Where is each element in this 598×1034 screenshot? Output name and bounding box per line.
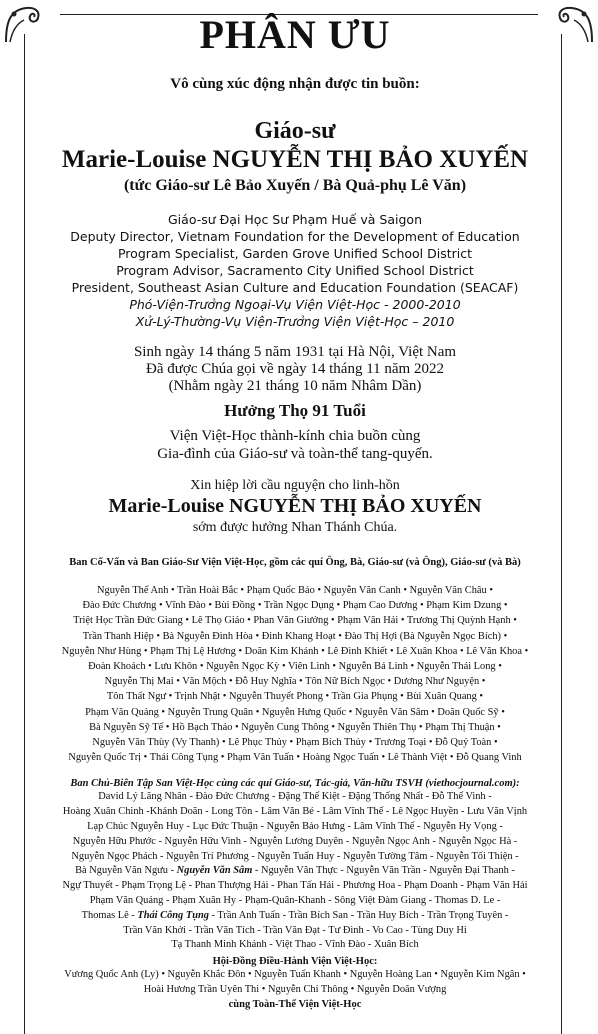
obituary-notice [30,0,560,1012]
list-item: Nguyễn Thị Mai • Văn Mộch • Đỗ Huy Nghĩa • Tôn Nữ Bích Ngọc • Dương Như Nguyện • [104,676,486,688]
editors-heading: Ban Chủ-Biên Tập San Việt-Học cùng các quí Giáo-sư, Tác-giả, Văn-hữu TSVH (viethocjournal.com): [70,778,520,790]
life-dates [30,344,560,395]
condolence-line: Viện Việt-Học thành-kính chia buồn cùng [169,428,421,444]
list-item: Nguyễn Văn Thùy (Vy Thanh) • Lê Phục Thủy • Phạm Bích Thủy • Trương Toại • Đỗ Quý Toàn • [92,737,498,749]
list-item: Đào Đức Chương • Vĩnh Đào • Bùi Đồng • Trần Ngọc Dụng • Phạm Cao Dương • Phạm Kim Dzung • [82,600,508,612]
list-item: Vương Quốc Anh (Ly) • Nguyễn Khắc Đôn • Nguyễn Tuấn Khanh • Nguyễn Hoàng Lan • Nguyễn Kim Ngân • [64,969,526,981]
role-line: Program Advisor, Sacramento City Unified School District [116,263,474,278]
emphasized-name: Nguyễn Văn Sâm [176,865,253,877]
deceased-rank: Giáo-sư [254,118,336,144]
list-item: Tạ Thanh Minh Khánh - Việt Thao - Vĩnh Đào - Xuân Bích [171,939,419,951]
list-item [30,864,560,879]
list-item: Ngự Thuyết - Phạm Trọng Lệ - Phan Thượng Hải - Phan Tấn Hải - Phương Hoa - Phạm Doanh - Phạm Văn Hải [62,880,528,892]
list-item: Hoài Hương Trần Uyên Thi • Nguyễn Chí Thông • Nguyễn Doãn Vượng [143,984,447,995]
condolence-lines [30,427,560,463]
list-item: Nguyễn Thế Anh • Trần Hoài Bắc • Phạm Quốc Bảo • Nguyễn Văn Canh • Nguyễn Văn Châu • [97,585,493,596]
prayer-name: Marie-Louise NGUYỄN THỊ BẢO XUYẾN [108,495,482,517]
role-line: Phó-Viện-Trưởng Ngoại-Vụ Viện Việt-Học - 2000-2010 [129,297,461,312]
prayer-line: Xin hiệp lời cầu nguyện cho linh-hồn [190,478,400,493]
role-line: President, Southeast Asian Culture and Education Foundation (SEACAF) [71,280,519,295]
prayer-closing: sớm được hưởng Nhan Thánh Chúa. [192,520,398,535]
lunar-date-line: (Nhằm ngày 21 tháng 10 năm Nhâm Dần) [168,378,422,394]
role-line: Program Specialist, Garden Grove Unified School District [117,246,473,261]
list-item: Nguyễn Ngọc Phách - Nguyễn Trí Phương - Nguyễn Tuấn Huy - Nguyễn Tường Tâm - Nguyễn Tối Thiện - [71,850,519,862]
list-item: Nguyễn Như Hùng • Phạm Thị Lệ Hương • Doãn Kim Khánh • Lê Đình Khiết • Lê Xuân Khoa • Lê Văn Khoa • [61,645,529,657]
name-text: Thomas Lê - [81,909,138,921]
list-item: Nguyễn Hữu Phước - Nguyễn Hữu Vinh - Nguyễn Lương Duyên - Nguyễn Ngọc Anh - Nguyễn Ngọc Hà - [72,835,518,847]
editors-list [30,790,560,953]
list-item: Lạp Chúc Nguyễn Huy - Lục Đức Thuận - Nguyễn Bảo Hưng - Lâm Vĩnh Thế - Nguyễn Hy Vọng - [87,821,503,833]
list-item: Trần Thanh Hiệp • Bà Nguyễn Đình Hòa • Đinh Khang Hoạt • Đào Thị Hợi (Bà Nguyễn Ngọc Bích) • [82,630,508,642]
advisors-list [30,583,560,765]
name-text: - Nguyễn Văn Thực - Nguyễn Văn Trần - Nguyễn Đại Thanh - [252,865,515,877]
closing-line: cùng Toàn-Thể Viện Việt-Học [228,998,362,1010]
role-line: Giáo-sư Đại Học Sư Phạm Huế và Saigon [168,212,422,227]
death-line: Đã được Chúa gọi về ngày 14 tháng 11 năm 2022 [146,361,444,377]
list-item: Phạm Văn Quảng • Nguyễn Trung Quân • Nguyễn Hưng Quốc • Nguyễn Văn Sâm • Doãn Quốc Sỹ • [85,706,505,718]
emphasized-name: Thái Công Tụng [137,909,209,921]
intro-line: Vô cùng xúc động nhận được tin buồn: [170,76,420,92]
list-item: Trần Văn Khởi - Trần Văn Tích - Trần Văn Đạt - Tư Đình - Vo Cao - Tùng Duy Hi [123,924,467,936]
page-title: PHÂN ƯU [199,12,391,57]
birth-line: Sinh ngày 14 tháng 5 năm 1931 tại Hà Nội, Việt Nam [133,344,457,360]
name-text: Bà Nguyễn Văn Ngưu - [75,865,177,877]
role-line: Xử-Lý-Thường-Vụ Viện-Trưởng Viện Việt-Học – 2010 [135,314,455,329]
deceased-name: Marie-Louise NGUYỄN THỊ BẢO XUYẾN [61,146,529,173]
list-item: Tôn Thất Ngư • Trịnh Nhật • Nguyễn Thuyết Phong • Trần Gia Phụng • Bùi Xuân Quang • [106,691,484,703]
list-item: Đoàn Khoách • Lưu Khôn • Nguyễn Ngọc Kỳ • Viên Linh • Nguyễn Bá Linh • Nguyễn Thái Long • [88,661,502,673]
advisors-heading: Ban Cố-Vấn và Ban Giáo-Sư Viện Việt-Học, gồm các quí Ông, Bà, Giáo-sư (và Ông), Giáo-sư (và Bà) [69,557,521,568]
list-item: David Lý Lãng Nhân - Đào Đức Chương - Đặng Thế Kiệt - Đặng Thống Nhất - Đỗ Thế Vinh - [98,791,492,803]
deceased-alias: (tức Giáo-sư Lê Bảo Xuyến / Bà Quả-phụ Lê Văn) [123,177,467,194]
board-list [30,968,560,998]
list-item [30,909,560,924]
list-item: Hoàng Xuân Chinh -Khánh Doãn - Long Tôn - Lâm Văn Bé - Lâm Vĩnh Thế - Lê Ngọc Huyền - Lưu Văn Vịnh [62,806,528,818]
roles-list [30,211,560,330]
list-item: Bà Nguyễn Sỹ Tế • Hồ Bạch Thảo • Nguyễn Cung Thông • Nguyễn Thiên Thụ • Phạm Thị Thuận • [89,721,501,733]
condolence-line: Gia-đình của Giáo-sư và toàn-thể tang-quyến. [157,446,433,462]
list-item: Triệt Học Trần Đức Giang • Lê Thọ Giáo • Phan Văn Giưởng • Phạm Văn Hải • Trương Thị Quỳnh Hạnh • [73,615,517,627]
list-item: Phạm Văn Quảng - Phạm Xuân Hy - Phạm-Quân-Khanh - Sông Việt Đàm Giang - Thomas D. Le - [89,895,501,907]
name-text: - Trần Anh Tuấn - Trần Bích San - Trần Huy Bích - Trần Trọng Tuyên - [208,909,509,921]
board-heading: Hội-Đồng Điều-Hành Viện Việt-Học: [212,956,378,968]
list-item: Nguyễn Quốc Trị • Thái Công Tụng • Phạm Văn Tuấn • Hoàng Ngọc Tuấn • Lê Thành Việt • Đỗ Quang Vinh [68,752,522,764]
role-line: Deputy Director, Vietnam Foundation for the Development of Education [70,229,520,244]
age-line: Hưởng Thọ 91 Tuổi [224,401,366,420]
